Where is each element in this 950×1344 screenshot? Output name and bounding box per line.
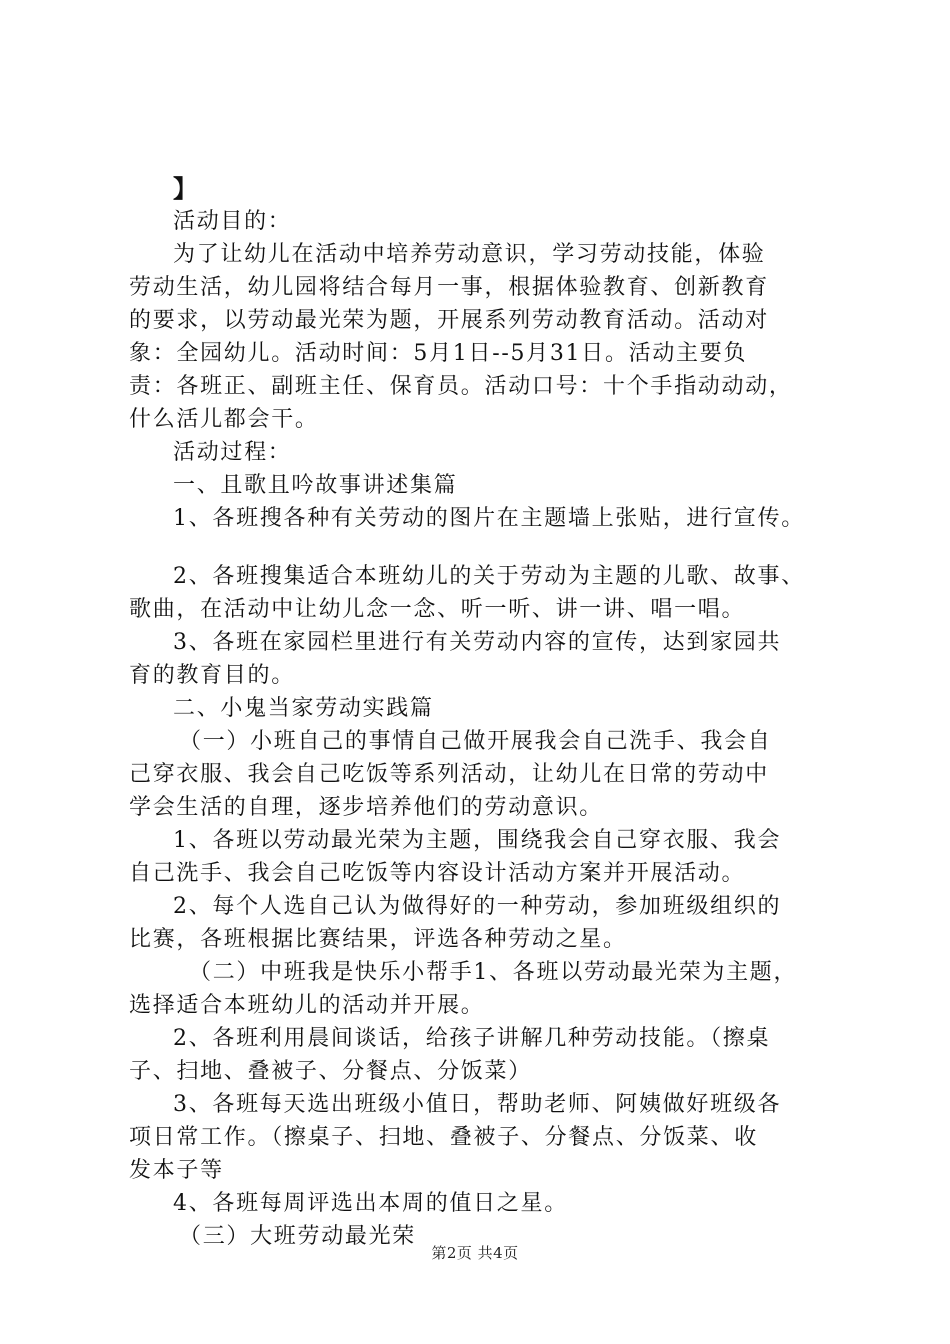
paragraph-line: 2、每个人选自己认为做得好的一种劳动，参加班级组织的 [173, 894, 782, 919]
paragraph-line: 责：各班正、副班主任、保育员。活动口号：十个手指动动动， [129, 374, 793, 399]
section-heading: 一、且歌且吟故事讲述集篇 [173, 473, 458, 498]
paragraph-line: 2、各班利用晨间谈话，给孩子讲解几种劳动技能。（擦桌 [173, 1026, 771, 1051]
paragraph-line: 象：全园幼儿。活动时间：5月1日--5月31日。活动主要负 [129, 341, 748, 366]
paragraph-line: 4、各班每周评选出本周的值日之星。 [173, 1191, 568, 1216]
paragraph-line: 1、各班搜各种有关劳动的图片在主题墙上张贴，进行宣传。 [173, 506, 805, 531]
heading-activity-process: 活动过程： [173, 440, 292, 465]
paragraph-line: 育的教育目的。 [129, 663, 295, 688]
subsection-heading: （一）小班自己的事情自己做开展我会自己洗手、我会自 [179, 729, 772, 754]
paragraph-line: 2、各班搜集适合本班幼儿的关于劳动为主题的儿歌、故事、 [173, 564, 805, 589]
paragraph-line: 1、各班以劳动最光荣为主题，围绕我会自己穿衣服、我会 [173, 828, 782, 853]
page-number-footer: 第2页 共4页 [431, 1244, 519, 1262]
closing-bracket: 】 [173, 174, 199, 203]
paragraph-gap [129, 535, 841, 560]
section-heading: 二、小鬼当家劳动实践篇 [173, 696, 434, 721]
paragraph-line: 什么活儿都会干。 [129, 407, 319, 432]
paragraph-line: 项日常工作。（擦桌子、扫地、叠被子、分餐点、分饭菜、收 [129, 1125, 758, 1150]
paragraph-line: 发本子等 [129, 1158, 224, 1183]
subsection-heading: （二）中班我是快乐小帮手1、各班以劳动最光荣为主题， [189, 960, 798, 985]
subsection-heading: （三）大班劳动最光荣 [179, 1224, 417, 1249]
paragraph-line: 劳动生活，幼儿园将结合每月一事，根据体验教育、创新教育 [129, 275, 769, 300]
paragraph-line: 自己洗手、我会自己吃饭等内容设计活动方案并开展活动。 [129, 861, 746, 886]
paragraph-line: 3、各班每天选出班级小值日，帮助老师、阿姨做好班级各 [173, 1092, 782, 1117]
paragraph-line: 为了让幼儿在活动中培养劳动意识，学习劳动技能，体验 [173, 242, 766, 267]
paragraph-line: 己穿衣服、我会自己吃饭等系列活动，让幼儿在日常的劳动中 [129, 762, 769, 787]
paragraph-line: 子、扫地、叠被子、分餐点、分饭菜） [129, 1059, 532, 1084]
paragraph-line: 歌曲，在活动中让幼儿念一念、听一听、讲一讲、唱一唱。 [129, 597, 746, 622]
document-body [129, 172, 841, 1253]
paragraph-line: 比赛，各班根据比赛结果，评选各种劳动之星。 [129, 927, 627, 952]
paragraph-line: 学会生活的自理，逐步培养他们的劳动意识。 [129, 795, 604, 820]
paragraph-line: 3、各班在家园栏里进行有关劳动内容的宣传，达到家园共 [173, 630, 782, 655]
paragraph-line: 的要求，以劳动最光荣为题，开展系列劳动教育活动。活动对 [129, 308, 769, 333]
paragraph-line: 选择适合本班幼儿的活动并开展。 [129, 993, 485, 1018]
heading-activity-goal: 活动目的： [173, 209, 292, 234]
